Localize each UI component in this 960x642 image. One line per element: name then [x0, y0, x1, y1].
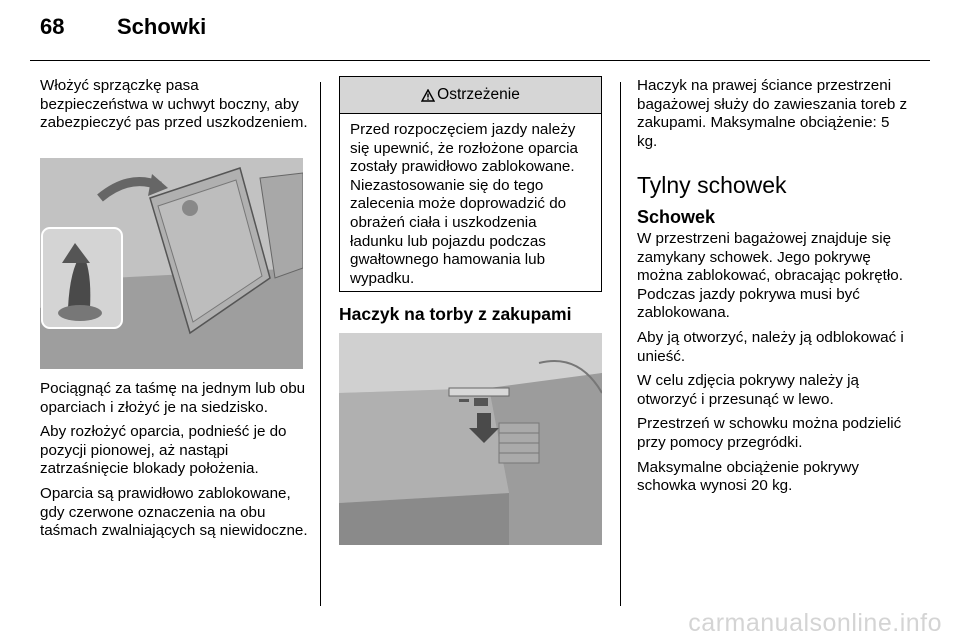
col3-paragraph: Maksymalne obciążenie pokrywy schowka wynosi 20 kg.: [637, 458, 859, 495]
col1-paragraph: Oparcia są prawidłowo zablokowane, gdy czerwone oznaczenia na obu taśmach zwalniających są niewidoczne.: [40, 484, 308, 540]
col3-paragraph: Aby ją otworzyć, należy ją odblokować i unieść.: [637, 328, 904, 365]
storage-subheading: Schowek: [637, 207, 716, 227]
seat-belt-illustration: [40, 158, 303, 369]
warning-header: [340, 77, 601, 114]
warning-text: Przed rozpoczęciem jazdy należy się upewnić, że rozłożone oparcia zostały prawidłowo zablokowane. Niezastosowanie się do tego zalecenia może doprowadzić do obrażeń ciała i uszkodzenia ładunku lub pojazdu podczas gwałtownego hamowania lub wypadku.: [350, 121, 578, 287]
page-number: 68: [40, 14, 65, 39]
watermark: carmanualsonline.info: [688, 609, 942, 637]
warning-box: [339, 76, 602, 292]
col3-intro: Haczyk na prawej ściance przestrzeni bagażowej służy do zawieszania toreb z zakupami. Maksymalne obciążenie: 5 kg.: [637, 77, 908, 150]
shopping-hook-heading: Haczyk na torby z zakupami: [339, 304, 572, 324]
col3-paragraph: W przestrzeni bagażowej znajduje się zamykany schowek. Jego pokrywę można zablokować, obracając pokrętło. Podczas jazdy pokrywa musi być zablokowana.: [637, 230, 903, 322]
col1-paragraph: Aby rozłożyć oparcia, podnieść je do pozycji pionowej, aż nastąpi zatrzaśnięcie blokady położenia.: [40, 423, 287, 478]
column-divider-right: [620, 82, 621, 606]
section-title: Schowki: [117, 14, 207, 39]
seat-belt-figure: [40, 158, 303, 369]
column-divider-left: [320, 82, 321, 606]
shopping-hook-figure: [339, 333, 602, 545]
rear-storage-heading: Tylny schowek: [637, 172, 787, 198]
col1-intro: Włożyć sprzączkę pasa bezpieczeństwa w uchwyt boczny, aby zabezpieczyć pas przed uszkodzeniem.: [40, 77, 308, 132]
col1-paragraph: Pociągnąć za taśmę na jednym lub obu oparciach i złożyć je na siedzisko.: [40, 380, 306, 416]
warning-title: Ostrzeżenie: [437, 86, 520, 103]
col3-paragraph: W celu zdjęcia pokrywy należy ją otworzyć i przesunąć w lewo.: [637, 372, 859, 408]
trunk-hook-illustration: [339, 333, 602, 545]
col3-paragraph: Przestrzeń w schowku można podzielić przy pomocy przegródki.: [637, 415, 902, 451]
header-rule: [30, 60, 930, 61]
warning-triangle-icon: [421, 89, 435, 102]
